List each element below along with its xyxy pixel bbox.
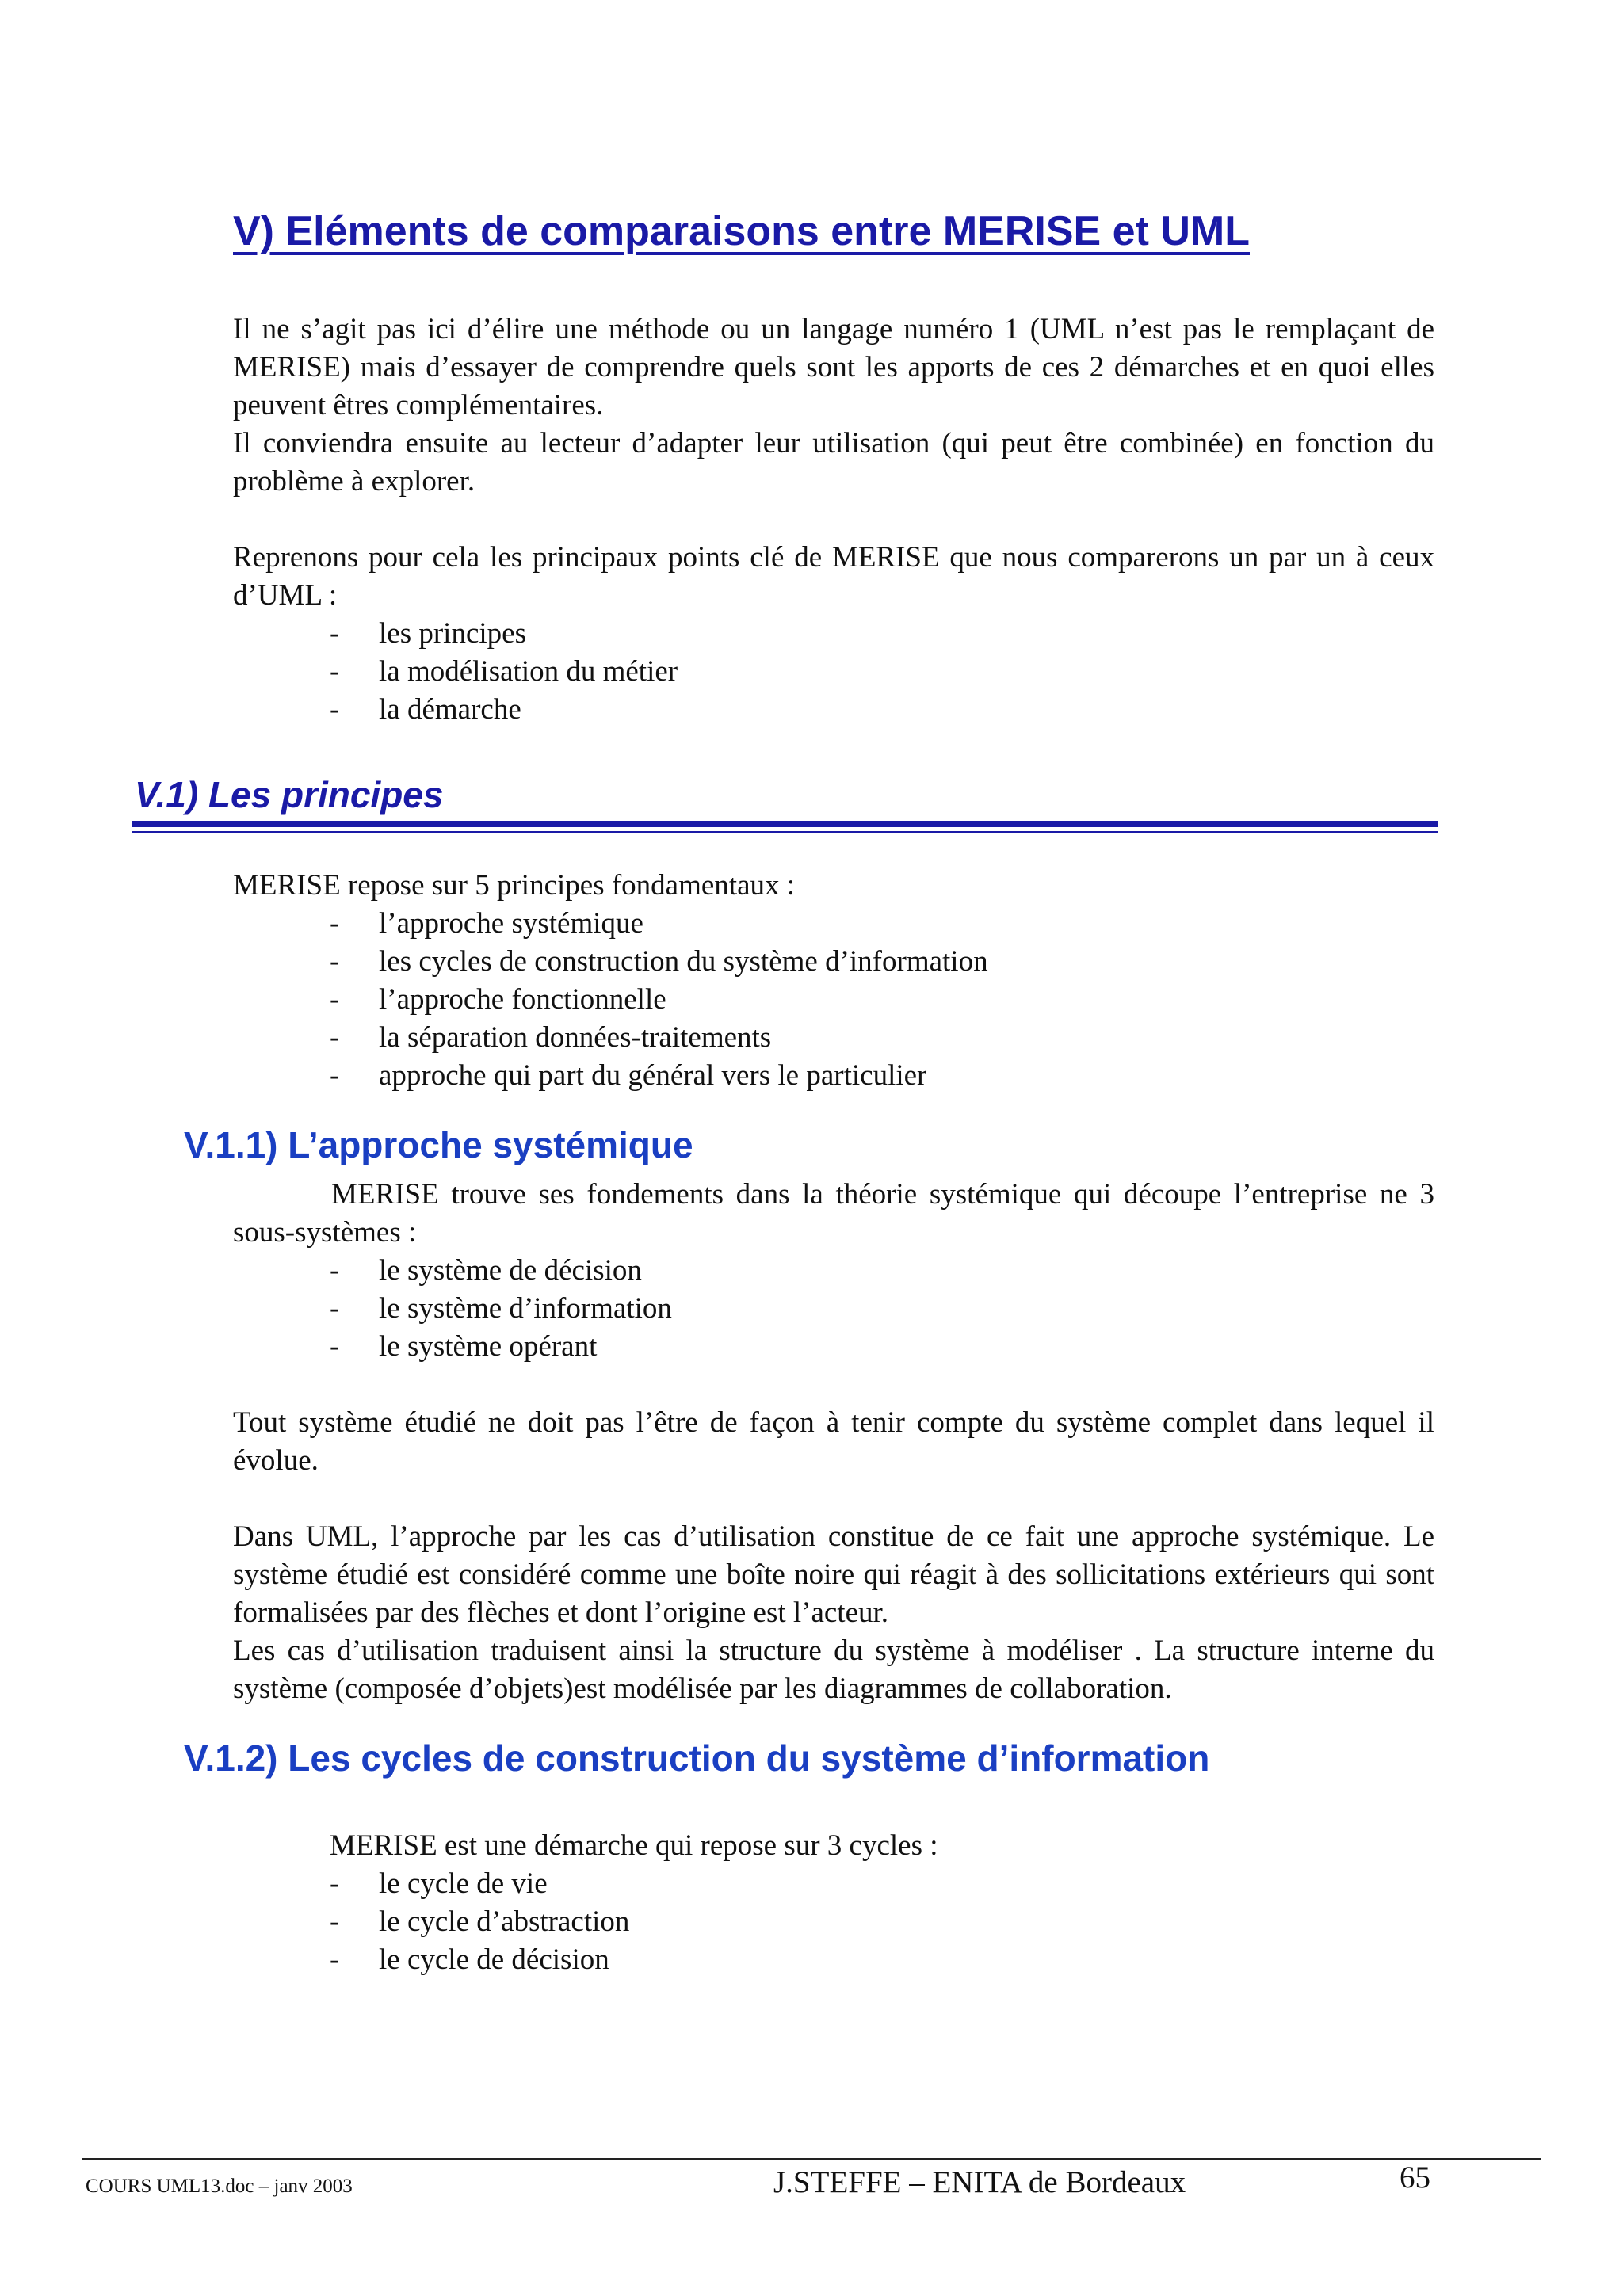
intro-paragraph-2: Il conviendra ensuite au lecteur d’adapter leur utilisation (qui peut être combinée) en fonction du problème à explorer. [233,427,1434,498]
v11-paragraph-tout: Tout système étudié ne doit pas l’être de façon à tenir compte du système complet dans lequel il évolue. [233,1406,1434,1477]
intro-list [0,615,1434,729]
intro-paragraph-1: Il ne s’agit pas ici d’élire une méthode ou un langage numéro 1 (UML n’est pas le remplaçant de MERISE) mais d’essayer de comprendre quels sont les apports de ces 2 démarches et en quoi elles peuvent êtres complémentaires. [233,313,1434,421]
v12-list [0,1865,1434,1979]
page-number: 65 [1400,2161,1430,2195]
list-item-text: la démarche [379,693,521,726]
list-item [0,905,1434,943]
footer-filename: COURS UML13.doc – janv 2003 [86,2176,353,2197]
list-item [0,615,1434,653]
list-item-text: la modélisation du métier [379,655,678,688]
list-item-text: le système opérant [379,1330,598,1363]
list-item [0,1019,1434,1057]
v11-paragraph-cas: Les cas d’utilisation traduisent ainsi la structure du système à modéliser . La structure interne du système (composée d’objets)est modélisée par les diagrammes de collaboration. [233,1634,1434,1705]
list-item [0,1903,1434,1941]
list-item-text: la séparation données-traitements [379,1021,772,1054]
list-dash: - [330,693,340,726]
v11-paragraph-uml: Dans UML, l’approche par les cas d’utilisation constitue de ce fait une approche systémique. Le système étudié est considéré comme une boîte noire qui réagit à des sollicitations extérieurs qui sont formalisées par des flèches et dont l’origine est l’acteur. [233,1520,1434,1629]
list-item [0,943,1434,981]
section-heading-v12: V.1.2) Les cycles de construction du système d’information [184,1737,1210,1779]
page-title: V) Eléments de comparaisons entre MERISE et UML [233,208,1250,254]
list-dash: - [330,1330,340,1363]
list-dash: - [330,1059,340,1092]
v11-lead: MERISE trouve ses fondements dans la théorie systémique qui découpe l’entreprise ne 3 sous-systèmes : [233,1178,1434,1249]
list-item [0,691,1434,729]
list-item-text: le cycle de vie [379,1867,548,1900]
footer-rule [82,2158,1541,2160]
list-item-text: les principes [379,617,526,650]
list-item-text: l’approche fonctionnelle [379,983,666,1016]
list-dash: - [330,1292,340,1325]
footer-author: J.STEFFE – ENITA de Bordeaux [773,2165,1186,2199]
list-item [0,1252,1434,1290]
intro-paragraph-3: Reprenons pour cela les principaux points clé de MERISE que nous comparerons un par un à ceux d’UML : [233,541,1434,612]
section-heading-v11: V.1.1) L’approche systémique [184,1124,693,1165]
list-item [0,1290,1434,1328]
list-item-text: approche qui part du général vers le particulier [379,1059,927,1092]
list-dash: - [330,983,340,1016]
list-dash: - [330,617,340,650]
v1-list [0,905,1434,1095]
heading-rule [132,821,1438,827]
list-item [0,1057,1434,1095]
heading-rule [132,831,1438,833]
list-dash: - [330,1905,340,1938]
list-dash: - [330,1254,340,1287]
list-dash: - [330,1943,340,1976]
list-item [0,1865,1434,1903]
list-item [0,981,1434,1019]
list-item-text: le système d’information [379,1292,672,1325]
list-dash: - [330,945,340,978]
v11-list [0,1252,1434,1366]
list-dash: - [330,907,340,940]
list-dash: - [330,1021,340,1054]
list-item-text: le cycle de décision [379,1943,609,1976]
list-item [0,1941,1434,1979]
list-item [0,653,1434,691]
list-dash: - [330,655,340,688]
list-item-text: les cycles de construction du système d’information [379,945,988,978]
list-dash: - [330,1867,340,1900]
v12-lead: MERISE est une démarche qui repose sur 3 cycles : [330,1829,938,1862]
list-item [0,1328,1434,1366]
list-item-text: le cycle d’abstraction [379,1905,630,1938]
list-item-text: le système de décision [379,1254,642,1287]
v1-lead: MERISE repose sur 5 principes fondamentaux : [233,869,796,902]
list-item-text: l’approche systémique [379,907,643,940]
section-heading-v1: V.1) Les principes [135,774,444,815]
